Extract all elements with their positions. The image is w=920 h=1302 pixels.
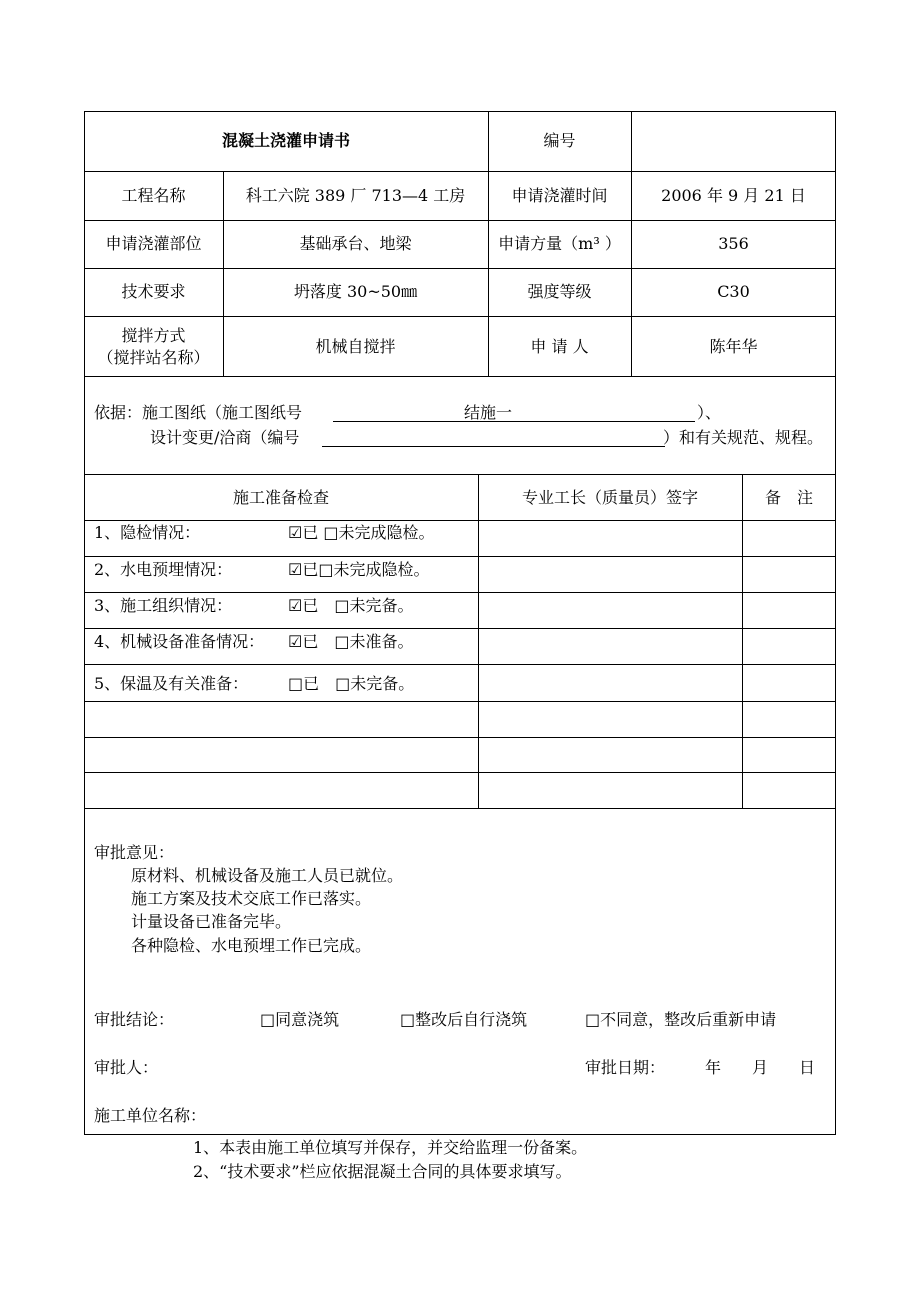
grid-line	[84, 664, 836, 665]
opinion-line: 原材料、机械设备及施工人员已就位。	[131, 866, 404, 885]
basis-line1-prefix: 依据：施工图纸（施工图纸号	[94, 403, 303, 422]
approver-label: 审批人：	[94, 1058, 159, 1077]
application-form-frame	[84, 111, 836, 1135]
basis-line2-prefix: 设计变更/洽商（编号	[150, 428, 300, 447]
check-item-label: 1、隐检情况：	[94, 523, 201, 542]
number-label: 编号	[543, 131, 576, 150]
mix-value: 机械自搅拌	[315, 337, 396, 356]
basis-line1-suffix: ）、	[697, 403, 722, 422]
check-header: 施工准备检查	[232, 488, 329, 507]
footnote: 1、本表由施工单位填写并保存，并交给监理一份备案。	[193, 1138, 588, 1157]
applicant-value: 陈年华	[709, 337, 758, 356]
check-item-label: 2、水电预埋情况：	[94, 560, 233, 579]
basis-change-underline	[322, 446, 665, 447]
check-item-label: 4、机械设备准备情况：	[94, 632, 265, 651]
grid-line	[84, 556, 836, 557]
project-name-label: 工程名称	[121, 186, 186, 205]
opinion-line: 施工方案及技术交底工作已落实。	[131, 889, 372, 908]
check-item-options: □已 □未完备。	[288, 674, 415, 693]
approval-date-day: 日	[799, 1058, 816, 1077]
opinion-line: 计量设备已准备完毕。	[131, 912, 292, 931]
mix-label-line1: 搅拌方式	[121, 326, 186, 345]
approval-date-label: 审批日期：	[585, 1058, 666, 1077]
approval-date-month: 月	[752, 1058, 769, 1077]
grid-line	[84, 628, 836, 629]
check-item-label: 5、保温及有关准备：	[94, 674, 249, 693]
opinion-line: 各种隐检、水电预埋工作已完成。	[131, 936, 372, 955]
mix-label-line2: （搅拌站名称）	[97, 348, 210, 367]
opinion-label: 审批意见：	[94, 843, 175, 862]
applicant-label: 申 请 人	[530, 337, 589, 356]
tech-value: 坍落度 30~50㎜	[293, 282, 418, 301]
pour-part-label: 申请浇灌部位	[105, 234, 202, 253]
grid-line	[84, 592, 836, 593]
basis-drawing-underline	[333, 421, 695, 422]
note-header: 备 注	[764, 488, 813, 507]
form-title: 混凝土浇灌申请书	[221, 131, 350, 150]
construction-unit-label: 施工单位名称：	[94, 1106, 207, 1125]
tech-label: 技术要求	[121, 282, 186, 301]
grid-line	[84, 737, 836, 738]
grid-line	[84, 171, 836, 172]
check-item-label: 3、施工组织情况：	[94, 596, 233, 615]
basis-drawing-number: 结施一	[464, 403, 513, 422]
pour-time-value: 2006 年 9 月 21 日	[661, 186, 806, 205]
pour-time-label: 申请浇灌时间	[511, 186, 608, 205]
grid-line	[84, 220, 836, 221]
approval-date-year: 年	[705, 1058, 722, 1077]
grid-line	[84, 701, 836, 702]
grid-line	[84, 772, 836, 773]
conclusion-option-agree: □同意浇筑	[260, 1010, 340, 1029]
conclusion-option-rectify: □整改后自行浇筑	[400, 1010, 528, 1029]
pour-part-value: 基础承台、地梁	[299, 234, 412, 253]
grade-label: 强度等级	[527, 282, 592, 301]
conclusion-option-reject: □不同意，整改后重新申请	[585, 1010, 777, 1029]
grid-line	[84, 474, 836, 475]
grid-line	[742, 474, 743, 808]
grade-value: C30	[717, 282, 750, 301]
grid-line	[84, 316, 836, 317]
check-item-options: ☑已 □未完成隐检。	[288, 523, 435, 542]
grid-line	[478, 474, 479, 808]
grid-line	[84, 268, 836, 269]
project-name-value: 科工六院 389 厂 713—4 工房	[245, 186, 466, 205]
check-item-options: ☑已 □未准备。	[288, 632, 414, 651]
check-item-options: ☑已□未完成隐检。	[288, 560, 430, 579]
conclusion-label: 审批结论：	[94, 1010, 175, 1029]
grid-line	[84, 808, 836, 809]
grid-line	[84, 376, 836, 377]
basis-line2-suffix: ）和有关规范、规程。	[663, 428, 824, 447]
volume-label: 申请方量（m³ ）	[498, 234, 621, 253]
check-item-options: ☑已 □未完备。	[288, 596, 414, 615]
sign-header: 专业工长（质量员）签字	[521, 488, 698, 507]
volume-value: 356	[718, 234, 749, 253]
footnote: 2、“技术要求”栏应依据混凝土合同的具体要求填写。	[193, 1162, 572, 1181]
grid-line	[84, 520, 836, 521]
